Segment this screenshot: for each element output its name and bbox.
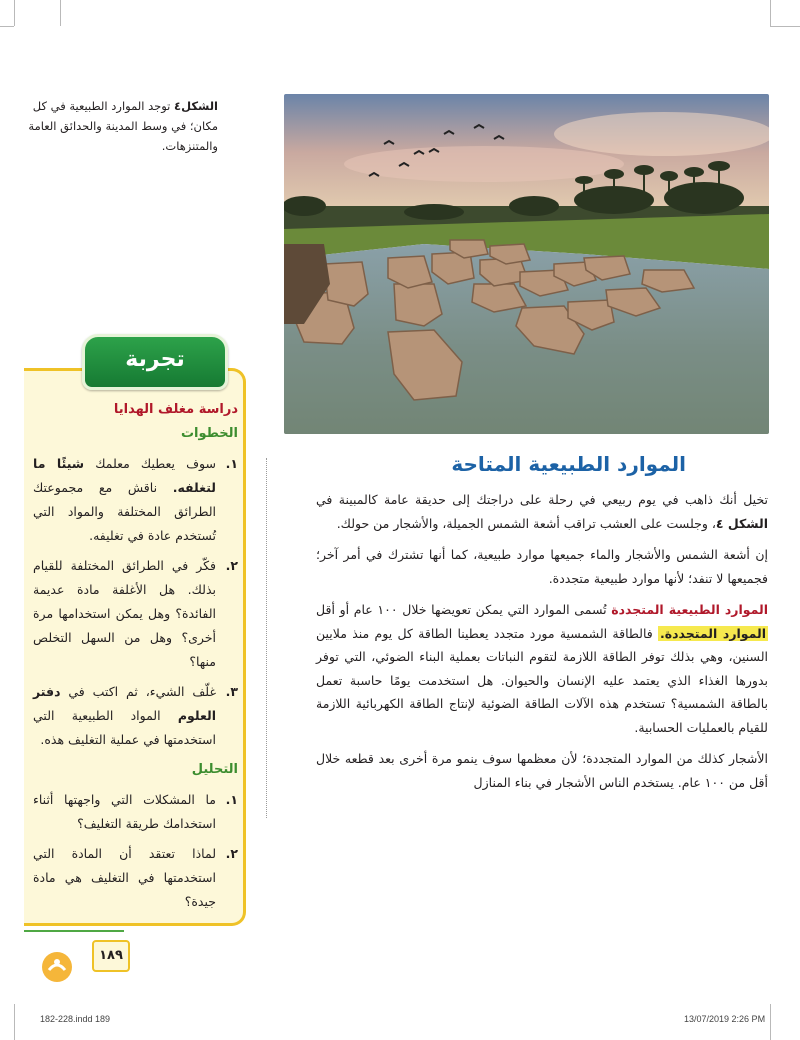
step-text: غلّف الشيء، ثم اكتب في دفتر العلوم المواد الطبيعية التي استخدمتها في عملية التغليف هذه.: [33, 684, 216, 747]
step-number: ٣.: [225, 684, 238, 699]
crop-mark: [770, 26, 800, 27]
paragraph: الأشجار كذلك من الموارد المتجددة؛ لأن معظمها سوف ينمو مرة أخرى بعد قطعه خلال أقل من ١٠٠ عام. يستخدم الناس الأشجار في بناء المنازل: [316, 751, 768, 790]
step-text: فكّر في الطرائق المختلفة للقيام بذلك. هل الأغلفة مادة عديمة الفائدة؟ وهل يمكن استخدامها مرة أخرى؟ وهل من السهل التخلص منها؟: [33, 558, 216, 669]
experiment-tab: تجربة: [82, 334, 228, 390]
paragraph: الموارد الطبيعية المتجددة تُسمى الموارد التي يمكن تعويضها خلال ١٠٠ عام أو أقل الموارد المتجددة. فالطاقة الشمسية مورد متجدد يعطينا الطاقة كل يوم منذ ملايين السنين، وهي بذلك توفر الطاقة اللازمة لتقوم النباتات بعملية البناء الضوئي، التي توفر بدورها الغذاء الذي يعتمد عليه الإنسان والحيوان. هل استخدمت يومًا حاسبة تعمل بالطاقة الشمسية؟ تستخدم هذه الآلات الطاقة الضوئية لإنتاج الطاقة الكهربائية اللازمة للقيام بالعمليات الحسابية.: [316, 602, 768, 735]
analysis-item: [33, 842, 238, 914]
steps-heading: الخطوات: [180, 426, 238, 441]
crop-mark: [60, 0, 61, 26]
main-text: [316, 488, 768, 802]
paragraph: إن أشعة الشمس والأشجار والماء جميعها موارد طبيعية، كما أنها تشترك في أمر آخر؛ فجميعها لا تنفد؛ لأنها موارد طبيعية متجددة.: [316, 547, 768, 586]
keyword: الموارد الطبيعية المتجددة: [611, 602, 768, 617]
divider: [24, 930, 124, 932]
figure-label: الشكل٤: [174, 99, 218, 113]
analysis-text: لماذا تعتقد أن المادة التي استخدمتها في التغليف هي مادة جيدة؟: [33, 846, 216, 909]
figure-caption-text: توجد الموارد الطبيعية في كل مكان؛ في وسط المدينة والحدائق العامة والمتنزهات.: [28, 99, 218, 153]
experiment-step: [33, 554, 238, 674]
analysis-number: ٢.: [225, 846, 238, 861]
crop-mark: [770, 1004, 771, 1040]
analysis-item: [33, 788, 238, 836]
step-number: ٢.: [225, 558, 238, 573]
park-photo: [284, 94, 769, 434]
experiment-step: [33, 452, 238, 548]
analysis-heading: التحليل: [191, 762, 238, 777]
section-title: الموارد الطبيعية المتاحة: [451, 452, 686, 476]
footer-file: 182-228.indd 189: [40, 1014, 111, 1024]
figure-caption: [28, 96, 218, 156]
highlighted-term: الموارد المتجددة.: [660, 625, 766, 641]
step-text: سوف يعطيك معلمك شيئًا ما لتغلفه. ناقش مع مجموعتك الطرائق المختلفة والمواد التي تُستخدم عادة في تغليفه.: [33, 456, 216, 543]
crop-mark: [14, 1004, 15, 1040]
paragraph: تخيل أنك ذاهب في يوم ربيعي في رحلة على دراجتك إلى حديقة عامة كالمبينة في الشكل ٤، وجلست على العشب تراقب أشعة الشمس الجميلة، والأشجار من حولك.: [316, 492, 768, 531]
crop-mark: [14, 0, 15, 26]
experiment-step: [33, 680, 238, 752]
experiment-content: [33, 398, 238, 920]
experiment-title: دراسة مغلف الهدايا: [113, 402, 238, 417]
page-number: ١٨٩: [92, 940, 130, 972]
footer-date: 13/07/2019 2:26 PM: [684, 1014, 766, 1024]
step-number: ١.: [225, 456, 238, 471]
crop-mark: [0, 26, 14, 27]
analysis-text: ما المشكلات التي واجهتها أثناء استخدامك طريقة التغليف؟: [33, 792, 216, 831]
analysis-number: ١.: [225, 792, 238, 807]
publisher-logo-icon: [40, 950, 74, 984]
column-divider: [266, 458, 268, 818]
crop-mark: [770, 0, 771, 26]
